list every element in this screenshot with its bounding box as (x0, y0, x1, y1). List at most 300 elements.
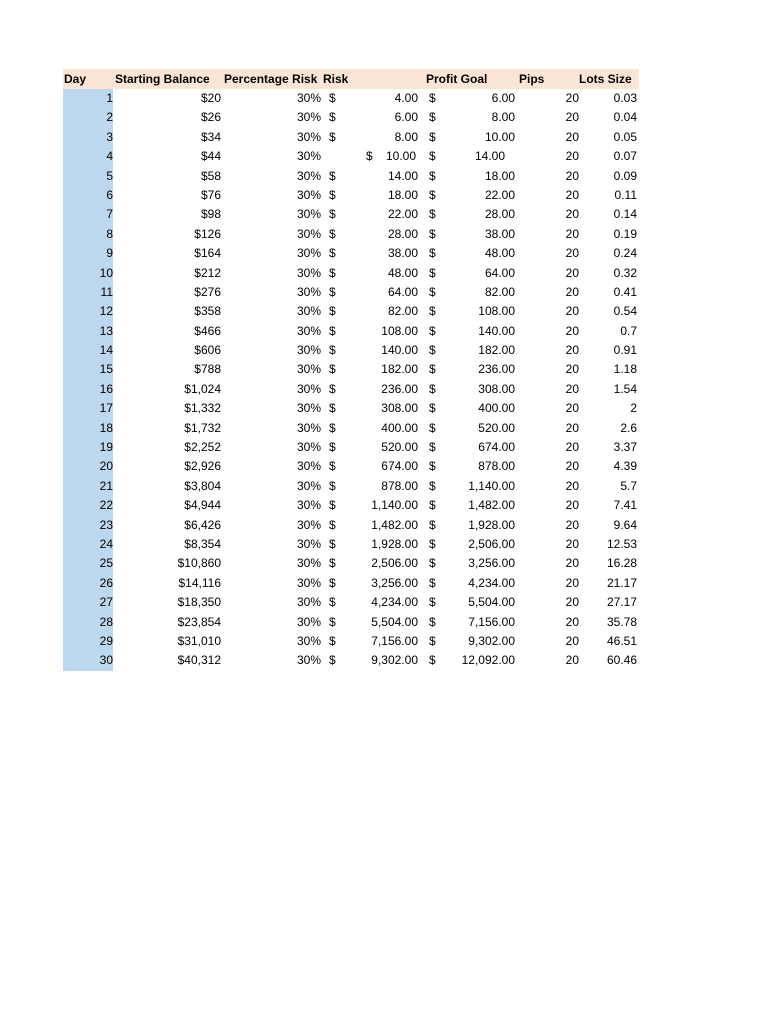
cell-profit-currency[interactable]: $ (429, 187, 436, 202)
cell-day[interactable]: 24 (63, 535, 113, 554)
cell-risk-value[interactable]: 878.00 (381, 478, 418, 493)
cell-risk-value[interactable]: 308.00 (381, 401, 418, 416)
cell-pips[interactable]: 20 (565, 362, 579, 377)
cell-lots-size[interactable]: 0.09 (613, 168, 637, 183)
cell-starting-balance[interactable]: $58 (200, 168, 221, 183)
cell-profit-currency[interactable]: $ (429, 517, 436, 532)
cell-risk-currency[interactable]: $ (329, 459, 336, 474)
cell-risk-value[interactable]: 1,140.00 (371, 498, 418, 513)
cell-risk-value[interactable]: 1,482.00 (371, 517, 418, 532)
cell-pips[interactable]: 20 (565, 207, 579, 222)
cell-day[interactable]: 8 (63, 225, 113, 244)
cell-lots-size[interactable]: 4.39 (613, 459, 637, 474)
cell-starting-balance[interactable]: $212 (194, 265, 221, 280)
table-row (63, 244, 639, 263)
cell-pips[interactable]: 20 (565, 187, 579, 202)
cell-profit-currency[interactable]: $ (429, 614, 436, 629)
cell-profit-value[interactable]: 7,156.00 (468, 614, 515, 629)
cell-risk-value[interactable]: 108.00 (381, 323, 418, 338)
cell-risk-currency[interactable]: $ (329, 498, 336, 513)
cell-starting-balance[interactable]: $20 (200, 91, 221, 105)
cell-day[interactable]: 7 (63, 205, 113, 224)
cell-profit-value[interactable]: 1,482.00 (468, 498, 515, 513)
cell-profit-currency[interactable]: $ (429, 207, 436, 222)
cell-profit-value[interactable]: 2,506.00 (468, 536, 515, 551)
cell-risk-currency[interactable]: $ (329, 517, 336, 532)
cell-risk-currency[interactable]: $ (329, 168, 336, 183)
cell-risk-currency[interactable]: $ (329, 440, 336, 455)
cell-starting-balance[interactable]: $4,944 (184, 498, 221, 513)
cell-risk-currency[interactable]: $ (329, 381, 336, 396)
cell-day[interactable]: 22 (63, 496, 113, 515)
cell-profit-currency[interactable]: $ (429, 168, 436, 183)
cell-pips[interactable]: 20 (565, 556, 579, 571)
cell-profit-value[interactable]: 3,256.00 (468, 556, 515, 571)
cell-profit-value[interactable]: 9,302.00 (468, 633, 515, 648)
cell-starting-balance[interactable]: $2,252 (184, 440, 221, 455)
cell-pips[interactable]: 20 (565, 459, 579, 474)
cell-profit-currency[interactable]: $ (429, 284, 436, 299)
cell-starting-balance[interactable]: $23,854 (177, 614, 221, 629)
cell-day[interactable]: 3 (63, 128, 113, 147)
cell-profit-value[interactable]: 308.00 (478, 381, 515, 396)
cell-lots-size[interactable]: 35.78 (606, 614, 637, 629)
header-day[interactable]: Day (64, 72, 87, 86)
cell-lots-size[interactable]: 1.54 (613, 381, 637, 396)
cell-lots-size[interactable]: 0.14 (613, 207, 637, 222)
cell-day[interactable]: 15 (63, 360, 113, 379)
cell-pips[interactable]: 20 (565, 110, 579, 125)
cell-day[interactable]: 4 (63, 147, 113, 166)
cell-pips[interactable]: 20 (565, 420, 579, 435)
cell-profit-value[interactable]: 14.00 (474, 149, 505, 164)
cell-pips[interactable]: 20 (565, 517, 579, 532)
cell-starting-balance[interactable]: $98 (200, 207, 221, 222)
table-row (63, 574, 639, 593)
cell-lots-size[interactable]: 0.19 (613, 226, 637, 241)
cell-lots-size[interactable]: 0.03 (613, 91, 637, 105)
cell-day[interactable]: 29 (63, 632, 113, 651)
table-row (63, 128, 639, 147)
cell-lots-size[interactable]: 60.46 (606, 653, 637, 668)
cell-starting-balance[interactable]: $18,350 (177, 595, 221, 610)
cell-percentage-risk[interactable]: 30% (296, 440, 321, 455)
cell-risk-currency[interactable]: $ (329, 362, 336, 377)
cell-risk-currency[interactable]: $ (329, 284, 336, 299)
cell-starting-balance[interactable]: $14,116 (178, 575, 221, 590)
cell-day[interactable]: 1 (63, 89, 113, 108)
cell-risk-currency[interactable]: $ (329, 207, 336, 222)
cell-percentage-risk[interactable]: 30% (296, 284, 321, 299)
cell-starting-balance[interactable]: $40,312 (177, 653, 221, 668)
cell-starting-balance[interactable]: $1,024 (184, 381, 221, 396)
cell-percentage-risk[interactable]: 30% (296, 91, 321, 105)
cell-risk-currency[interactable]: $ (329, 595, 336, 610)
header-profit-goal[interactable] (423, 69, 513, 89)
cell-percentage-risk[interactable]: 30% (296, 517, 321, 532)
cell-starting-balance[interactable]: $8,354 (184, 536, 221, 551)
cell-starting-balance[interactable]: $3,804 (184, 478, 221, 493)
cell-risk-currency[interactable]: $ (329, 91, 336, 105)
cell-percentage-risk[interactable]: 30% (296, 653, 321, 668)
cell-risk-currency[interactable]: $ (329, 343, 336, 358)
header-profit-goal-label: Profit Goal (426, 72, 488, 86)
cell-risk-value[interactable]: 3,256.00 (371, 575, 418, 590)
cell-pips[interactable]: 20 (565, 614, 579, 629)
cell-risk-value[interactable]: 38.00 (387, 246, 418, 261)
cell-percentage-risk[interactable]: 30% (296, 362, 321, 377)
table-row (63, 593, 639, 612)
cell-risk-currency[interactable]: $ (329, 129, 336, 144)
cell-profit-value[interactable]: 520.00 (478, 420, 515, 435)
table-row (63, 496, 639, 515)
cell-pips[interactable]: 20 (565, 478, 579, 493)
cell-pips[interactable]: 20 (565, 265, 579, 280)
cell-profit-value[interactable]: 4,234.00 (468, 575, 515, 590)
cell-pips[interactable]: 20 (565, 168, 579, 183)
cell-risk-value[interactable]: 10.00 (385, 149, 416, 164)
cell-profit-value[interactable]: 108.00 (478, 304, 515, 319)
cell-pips[interactable]: 20 (565, 575, 579, 590)
cell-lots-size[interactable]: 21.17 (606, 575, 637, 590)
cell-starting-balance[interactable]: $10,860 (177, 556, 221, 571)
cell-day[interactable]: 16 (63, 380, 113, 399)
cell-risk-currency[interactable]: $ (329, 556, 336, 571)
cell-day[interactable]: 23 (63, 516, 113, 535)
table-row (63, 516, 639, 535)
cell-risk-currency[interactable]: $ (329, 653, 336, 668)
cell-profit-value[interactable]: 674.00 (478, 440, 515, 455)
cell-risk-currency[interactable]: $ (329, 304, 336, 319)
cell-lots-size[interactable]: 0.24 (613, 246, 637, 261)
cell-starting-balance[interactable]: $31,010 (177, 633, 221, 648)
cell-profit-value[interactable]: 140.00 (478, 323, 515, 338)
cell-profit-currency[interactable]: $ (429, 149, 436, 164)
cell-profit-currency[interactable]: $ (429, 110, 436, 125)
cell-percentage-risk[interactable]: 30% (296, 536, 321, 551)
cell-day[interactable]: 25 (63, 554, 113, 573)
cell-lots-size[interactable]: 12.53 (606, 536, 637, 551)
cell-lots-size[interactable]: 5.7 (620, 478, 637, 493)
cell-profit-value[interactable]: 12,092.00 (461, 653, 515, 668)
cell-lots-size[interactable]: 0.54 (613, 304, 637, 319)
table-row (63, 360, 639, 379)
cell-risk-value[interactable]: 6.00 (394, 110, 418, 125)
cell-lots-size[interactable]: 0.07 (613, 149, 637, 164)
cell-pips[interactable]: 20 (565, 323, 579, 338)
cell-profit-value[interactable]: 18.00 (484, 168, 515, 183)
table-row (63, 322, 639, 341)
table-row (63, 380, 639, 399)
cell-profit-value[interactable]: 38.00 (484, 226, 515, 241)
cell-pips[interactable]: 20 (565, 536, 579, 551)
cell-profit-currency[interactable]: $ (429, 633, 436, 648)
cell-starting-balance[interactable]: $358 (194, 304, 221, 319)
cell-starting-balance[interactable]: $466 (194, 323, 221, 338)
cell-pips[interactable]: 20 (565, 633, 579, 648)
cell-pips[interactable]: 20 (565, 440, 579, 455)
cell-lots-size[interactable]: 0.04 (613, 110, 637, 125)
cell-profit-value[interactable]: 64.00 (484, 265, 515, 280)
cell-risk-currency[interactable]: $ (329, 110, 336, 125)
cell-risk-currency[interactable]: $ (329, 575, 336, 590)
table-row (63, 283, 639, 302)
cell-percentage-risk[interactable]: 30% (296, 633, 321, 648)
cell-pips[interactable]: 20 (565, 91, 579, 105)
cell-lots-size[interactable]: 27.17 (606, 595, 637, 610)
cell-lots-size[interactable]: 0.91 (613, 343, 637, 358)
cell-risk-currency[interactable]: $ (329, 187, 336, 202)
cell-percentage-risk[interactable]: 30% (296, 595, 321, 610)
header-lots-size[interactable]: Lots Size (579, 72, 632, 86)
cell-starting-balance[interactable]: $34 (200, 129, 221, 144)
cell-profit-currency[interactable]: $ (429, 91, 436, 105)
cell-starting-balance[interactable]: $1,732 (184, 420, 221, 435)
cell-profit-currency[interactable]: $ (429, 420, 436, 435)
cell-day[interactable]: 2 (63, 108, 113, 127)
cell-percentage-risk[interactable]: 30% (296, 556, 321, 571)
cell-risk-value[interactable]: 1,928.00 (371, 536, 418, 551)
cell-day[interactable]: 20 (63, 457, 113, 476)
table-row (63, 632, 639, 651)
cell-risk-value[interactable]: 4.00 (394, 91, 418, 105)
cell-percentage-risk[interactable]: 30% (296, 129, 321, 144)
cell-risk-value[interactable]: 5,504.00 (371, 614, 418, 629)
cell-profit-currency[interactable]: $ (429, 381, 436, 396)
cell-lots-size[interactable]: 16.28 (606, 556, 637, 571)
cell-pips[interactable]: 20 (565, 149, 579, 164)
cell-risk-currency[interactable]: $ (329, 536, 336, 551)
table-row (63, 147, 639, 166)
cell-risk-value[interactable]: 22.00 (387, 207, 418, 222)
cell-pips[interactable]: 20 (565, 653, 579, 668)
cell-day[interactable]: 26 (63, 574, 113, 593)
cell-percentage-risk[interactable]: 30% (296, 459, 321, 474)
cell-day[interactable]: 28 (63, 613, 113, 632)
cell-profit-value[interactable]: 1,140.00 (468, 478, 515, 493)
cell-percentage-risk[interactable]: 30% (296, 246, 321, 261)
cell-percentage-risk[interactable]: 30% (296, 614, 321, 629)
cell-profit-currency[interactable]: $ (429, 129, 436, 144)
cell-profit-currency[interactable]: $ (429, 498, 436, 513)
cell-risk-currency[interactable]: $ (329, 226, 336, 241)
cell-lots-size[interactable]: 0.05 (613, 129, 637, 144)
cell-percentage-risk[interactable]: 30% (296, 187, 321, 202)
cell-risk-value[interactable]: 236.00 (381, 381, 418, 396)
table-row (63, 477, 639, 496)
cell-day[interactable]: 11 (63, 283, 113, 302)
cell-day[interactable]: 18 (63, 419, 113, 438)
table-row (63, 457, 639, 476)
cell-profit-currency[interactable]: $ (429, 653, 436, 668)
cell-profit-currency[interactable]: $ (429, 556, 436, 571)
cell-risk-value[interactable]: 674.00 (381, 459, 418, 474)
cell-risk-currency[interactable]: $ (329, 246, 336, 261)
cell-profit-currency[interactable]: $ (429, 575, 436, 590)
cell-percentage-risk[interactable]: 30% (296, 401, 321, 416)
cell-day[interactable]: 5 (63, 167, 113, 186)
cell-percentage-risk[interactable]: 30% (296, 478, 321, 493)
cell-profit-value[interactable]: 236.00 (478, 362, 515, 377)
table-row (63, 438, 639, 457)
table-row (63, 89, 639, 108)
cell-day[interactable]: 14 (63, 341, 113, 360)
cell-percentage-risk[interactable]: 30% (296, 149, 321, 164)
cell-starting-balance[interactable]: $6,426 (184, 517, 221, 532)
cell-lots-size[interactable]: 0.7 (620, 323, 637, 338)
cell-lots-size[interactable]: 0.32 (613, 265, 637, 280)
cell-percentage-risk[interactable]: 30% (296, 304, 321, 319)
cell-risk-value[interactable]: 48.00 (387, 265, 418, 280)
cell-day[interactable]: 27 (63, 593, 113, 612)
cell-risk-value[interactable]: 7,156.00 (371, 633, 418, 648)
cell-risk-currency[interactable]: $ (329, 478, 336, 493)
cell-pips[interactable]: 20 (565, 129, 579, 144)
cell-starting-balance[interactable]: $276 (194, 284, 221, 299)
cell-starting-balance[interactable]: $26 (200, 110, 221, 125)
cell-lots-size[interactable]: 46.51 (606, 633, 637, 648)
cell-profit-value[interactable]: 10.00 (484, 129, 515, 144)
cell-lots-size[interactable]: 0.11 (614, 187, 637, 202)
cell-percentage-risk[interactable]: 30% (296, 168, 321, 183)
cell-pips[interactable]: 20 (565, 498, 579, 513)
cell-risk-value[interactable]: 4,234.00 (371, 595, 418, 610)
cell-starting-balance[interactable]: $788 (194, 362, 221, 377)
cell-percentage-risk[interactable]: 30% (296, 323, 321, 338)
cell-day[interactable]: 6 (63, 186, 113, 205)
cell-risk-value[interactable]: 14.00 (387, 168, 418, 183)
cell-lots-size[interactable]: 9.64 (613, 517, 637, 532)
cell-percentage-risk[interactable]: 30% (296, 381, 321, 396)
table-row (63, 399, 639, 418)
cell-profit-currency[interactable]: $ (429, 265, 436, 280)
cell-profit-currency[interactable]: $ (429, 595, 436, 610)
cell-starting-balance[interactable]: $126 (194, 226, 221, 241)
cell-profit-currency[interactable]: $ (429, 343, 436, 358)
cell-profit-currency[interactable]: $ (429, 536, 436, 551)
cell-pips[interactable]: 20 (565, 595, 579, 610)
cell-profit-currency[interactable]: $ (429, 459, 436, 474)
cell-day[interactable]: 9 (63, 244, 113, 263)
cell-pips[interactable]: 20 (565, 401, 579, 416)
cell-risk-value[interactable]: 520.00 (381, 440, 418, 455)
cell-percentage-risk[interactable]: 30% (296, 207, 321, 222)
cell-risk-value[interactable]: 9,302.00 (371, 653, 418, 668)
cell-starting-balance[interactable]: $606 (194, 343, 221, 358)
cell-lots-size[interactable]: 1.18 (613, 362, 637, 377)
header-percentage-risk[interactable]: Percentage Risk (224, 72, 318, 86)
header-risk[interactable]: Risk (323, 72, 349, 86)
cell-pips[interactable]: 20 (565, 226, 579, 241)
cell-lots-size[interactable]: 7.41 (613, 498, 637, 513)
cell-day[interactable]: 17 (63, 399, 113, 418)
table-row (63, 554, 639, 573)
cell-profit-currency[interactable]: $ (429, 304, 436, 319)
cell-risk-value[interactable]: 18.00 (387, 187, 418, 202)
cell-pips[interactable]: 20 (565, 284, 579, 299)
cell-risk-currency[interactable]: $ (329, 265, 336, 280)
cell-risk-value[interactable]: 182.00 (381, 362, 418, 377)
cell-lots-size[interactable]: 2 (630, 401, 637, 416)
cell-pips[interactable]: 20 (565, 343, 579, 358)
cell-profit-value[interactable]: 22.00 (484, 187, 515, 202)
cell-percentage-risk[interactable]: 30% (296, 420, 321, 435)
cell-risk-currency[interactable]: $ (329, 633, 336, 648)
cell-profit-currency[interactable]: $ (429, 226, 436, 241)
cell-risk-currency[interactable]: $ (329, 420, 336, 435)
cell-day[interactable]: 19 (63, 438, 113, 457)
cell-risk-currency[interactable]: $ (366, 149, 373, 164)
cell-profit-value[interactable]: 48.00 (484, 246, 515, 261)
cell-percentage-risk[interactable]: 30% (296, 265, 321, 280)
cell-profit-currency[interactable]: $ (429, 362, 436, 377)
cell-profit-currency[interactable]: $ (429, 440, 436, 455)
cell-day[interactable]: 21 (63, 477, 113, 496)
table-row (63, 535, 639, 554)
cell-profit-value[interactable]: 182.00 (478, 343, 515, 358)
header-pips[interactable]: Pips (519, 72, 545, 86)
cell-profit-value[interactable]: 8.00 (491, 110, 515, 125)
cell-risk-currency[interactable]: $ (329, 614, 336, 629)
cell-starting-balance[interactable]: $164 (194, 246, 221, 261)
cell-risk-value[interactable]: 8.00 (394, 129, 418, 144)
cell-lots-size[interactable]: 2.6 (620, 420, 637, 435)
cell-profit-currency[interactable]: $ (429, 478, 436, 493)
cell-profit-value[interactable]: 1,928.00 (468, 517, 515, 532)
cell-risk-value[interactable]: 140.00 (381, 343, 418, 358)
table-row (63, 186, 639, 205)
cell-percentage-risk[interactable]: 30% (296, 575, 321, 590)
cell-starting-balance[interactable]: $1,332 (184, 401, 221, 416)
cell-profit-value[interactable]: 28.00 (484, 207, 515, 222)
cell-profit-currency[interactable]: $ (429, 246, 436, 261)
cell-risk-value[interactable]: 82.00 (387, 304, 418, 319)
cell-profit-currency[interactable]: $ (429, 401, 436, 416)
cell-day[interactable]: 12 (63, 302, 113, 321)
cell-starting-balance[interactable]: $2,926 (184, 459, 221, 474)
cell-pips[interactable]: 20 (565, 304, 579, 319)
cell-profit-value[interactable]: 400.00 (478, 401, 515, 416)
cell-percentage-risk[interactable]: 30% (296, 110, 321, 125)
cell-profit-value[interactable]: 82.00 (484, 284, 515, 299)
cell-risk-value[interactable]: 400.00 (381, 420, 418, 435)
cell-starting-balance[interactable]: $76 (200, 187, 221, 202)
cell-risk-value[interactable]: 28.00 (387, 226, 418, 241)
table-row (63, 651, 639, 670)
cell-pips[interactable]: 20 (565, 381, 579, 396)
cell-day[interactable]: 13 (63, 322, 113, 341)
cell-profit-currency[interactable]: $ (429, 323, 436, 338)
cell-risk-currency[interactable]: $ (329, 323, 336, 338)
cell-pips[interactable]: 20 (565, 246, 579, 261)
cell-risk-value[interactable]: 2,506.00 (371, 556, 418, 571)
cell-profit-value[interactable]: 6.00 (491, 91, 515, 105)
cell-percentage-risk[interactable]: 30% (296, 226, 321, 241)
cell-risk-value[interactable]: 64.00 (387, 284, 418, 299)
cell-percentage-risk[interactable]: 30% (296, 343, 321, 358)
cell-lots-size[interactable]: 0.41 (613, 284, 637, 299)
cell-profit-value[interactable]: 878.00 (478, 459, 515, 474)
cell-risk-currency[interactable]: $ (329, 401, 336, 416)
cell-profit-value[interactable]: 5,504.00 (468, 595, 515, 610)
cell-lots-size[interactable]: 3.37 (613, 440, 637, 455)
cell-starting-balance[interactable]: $44 (200, 149, 221, 164)
cell-day[interactable]: 10 (63, 264, 113, 283)
cell-day[interactable]: 30 (63, 651, 113, 670)
table-row (63, 341, 639, 360)
cell-percentage-risk[interactable]: 30% (296, 498, 321, 513)
header-starting-balance[interactable]: Starting Balance (115, 72, 210, 86)
